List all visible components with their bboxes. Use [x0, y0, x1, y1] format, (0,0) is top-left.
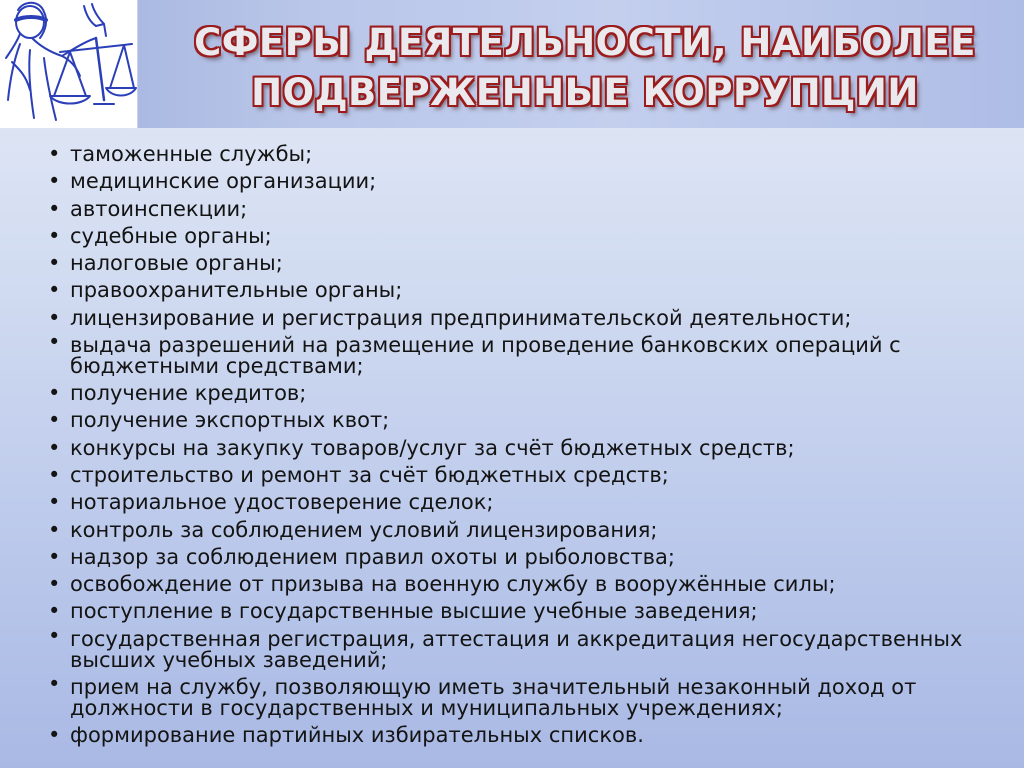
list-item-text: выдача разрешений на размещение и проведение банковских операций с бюджетными средствами;	[70, 333, 901, 379]
list-item-text: надзор за соблюдением правил охоты и рыболовства;	[70, 544, 675, 569]
bullet: •	[48, 462, 61, 487]
list-item	[48, 407, 1014, 434]
list-item-text: получение экспортных квот;	[70, 408, 390, 433]
list-item	[48, 435, 1014, 462]
list-item-text: медицинские организации;	[70, 169, 377, 194]
list-item	[48, 277, 1014, 304]
list-item	[48, 489, 1014, 516]
list-item	[48, 332, 1014, 380]
bullet: •	[48, 305, 61, 330]
bullet: •	[48, 278, 61, 303]
list-item	[48, 141, 1014, 168]
list-item	[48, 517, 1014, 544]
list-item-text: получение кредитов;	[70, 381, 307, 406]
list-item-text: судебные органы;	[70, 223, 272, 248]
bullet: •	[48, 623, 61, 648]
list-item	[48, 168, 1014, 195]
bullet: •	[48, 490, 61, 515]
list-item	[48, 623, 1014, 674]
list-item-text: строительство и ремонт за счёт бюджетных средств;	[70, 462, 669, 487]
bullet: •	[48, 408, 61, 433]
list-item	[48, 544, 1014, 571]
bullet: •	[48, 517, 61, 542]
list-item	[48, 671, 1014, 722]
list-item-text: формирование партийных избирательных списков.	[70, 722, 644, 747]
bullet: •	[48, 330, 61, 355]
bullet: •	[48, 142, 61, 166]
list-item-text: конкурсы на закупку товаров/услуг за счёт бюджетных средств;	[70, 435, 795, 460]
list-item-text: поступление в государственные высшие учебные заведения;	[70, 599, 758, 624]
list-item-text: освобождение от призыва на военную службу в вооружённые силы;	[70, 572, 836, 597]
list-item	[48, 223, 1014, 250]
list-item-text: автоинспекции;	[70, 196, 248, 221]
list-item	[48, 196, 1014, 223]
list-item-text: прием на службу, позволяющую иметь значительный незаконный доход от должности в государственных и муниципальных учреждениях;	[70, 674, 917, 720]
bullet: •	[48, 599, 61, 624]
list-item-text: нотариальное удостоверение сделок;	[70, 490, 494, 515]
bullet: •	[48, 544, 61, 569]
list-item-text: государственная регистрация, аттестация и аккредитация негосударственных высших учебных заведений;	[70, 626, 963, 672]
list-item	[48, 598, 1014, 625]
list-item	[48, 305, 1014, 332]
list-item	[48, 250, 1014, 277]
logo	[0, 0, 138, 128]
bullet: •	[48, 435, 61, 460]
themis-justice-scales-icon	[0, 0, 137, 128]
sphere-list	[48, 141, 1014, 749]
list-item-text: лицензирование и регистрация предпринимательской деятельности;	[70, 305, 852, 330]
bullet: •	[48, 722, 61, 747]
bullet: •	[48, 572, 61, 597]
bullet: •	[48, 671, 61, 696]
list-item	[48, 722, 1014, 749]
list-item-text: таможенные службы;	[70, 142, 313, 166]
bullet: •	[48, 223, 61, 248]
bullet: •	[48, 169, 61, 194]
bullet: •	[48, 196, 61, 221]
list-item	[48, 380, 1014, 407]
list-item	[48, 462, 1014, 489]
bullet: •	[48, 251, 61, 276]
title-line-1: СФЕРЫ ДЕЯТЕЛЬНОСТИ, НАИБОЛЕЕ	[194, 21, 976, 64]
title-line-2: ПОДВЕРЖЕННЫЕ КОРРУПЦИИ	[251, 71, 919, 114]
bullet: •	[48, 381, 61, 406]
page-title	[160, 18, 1010, 118]
list-item	[48, 571, 1014, 598]
list-item-text: контроль за соблюдением условий лицензирования;	[70, 517, 658, 542]
list-item-text: налоговые органы;	[70, 251, 283, 276]
list-item-text: правоохранительные органы;	[70, 278, 403, 303]
